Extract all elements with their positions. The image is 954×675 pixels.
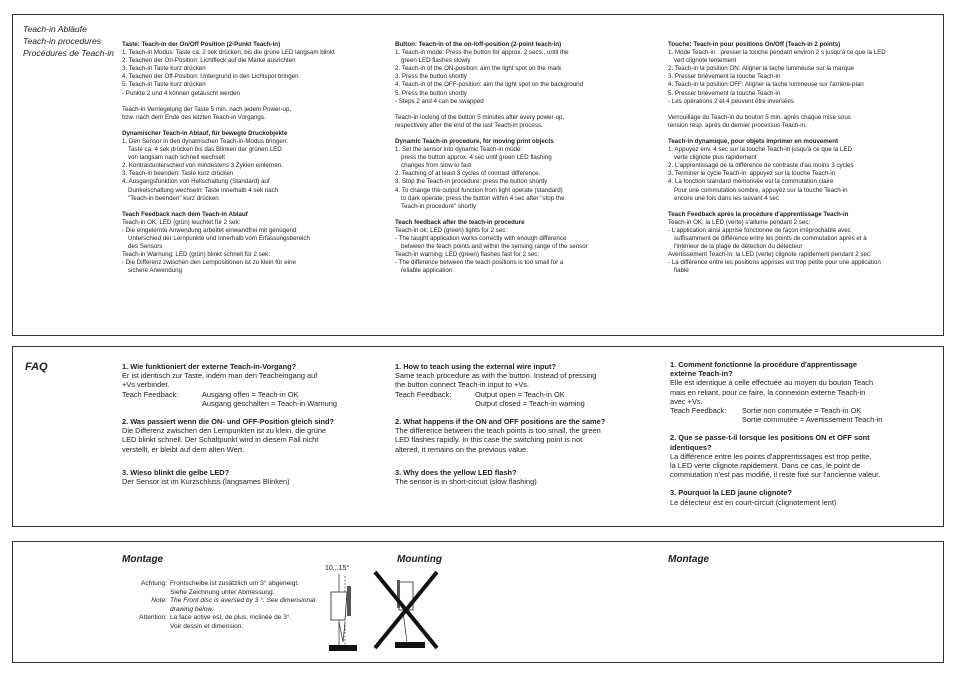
text-line: Teach-in warning; LED (green) flashes fast for 2 sec: bbox=[395, 251, 540, 259]
faq-answer-line: Le détecteur est en court-circuit (clignotement lent) bbox=[670, 497, 837, 507]
section-heading: Touche: Teach-in pour positions On/Off (Teach-in 2 points) bbox=[668, 41, 841, 48]
text-line: press the button approx. 4 sec until green LED flashing bbox=[401, 154, 552, 162]
text-line: 3. Terminer le cycle Teach-in: appuyez sur la touche Teach-in bbox=[668, 170, 836, 178]
spacer bbox=[122, 122, 392, 130]
section-heading: Teach Feedback après la procédure d'apprentissage Teach-in bbox=[668, 210, 849, 218]
faq-answer-line: Der Sensor ist im Kurzschluss (langsames Blinken) bbox=[122, 477, 290, 487]
sensor-front-icon bbox=[347, 586, 351, 616]
text-line: 1. Den Sensor in den dynamischen Teach-in-Modus bringen: bbox=[122, 137, 289, 145]
text-line: encore une fois dans les suivant 4 sec bbox=[674, 194, 779, 202]
text-line: 1. Teach-in Modus: Taste ca. 2 sek drücken, bis die grüne LED langsam blinkt bbox=[122, 49, 335, 57]
mounting-title-en: Mounting bbox=[397, 554, 442, 565]
text-line: - The taught application works correctly with enough difference bbox=[395, 234, 567, 242]
text-line: 4. Teach-in of the OFF-position: aim the light spot on the background bbox=[395, 81, 584, 89]
feedback-value: Output closed = Teach-in warning bbox=[475, 398, 585, 408]
text-line: Teach-in Verriegelung der Taste 5 min. nach jedem Power-up, bbox=[122, 105, 292, 113]
text-line: 1. Teach-in mode: Press the button for approx. 2 secs., until the bbox=[395, 49, 569, 57]
text-line: 1. Mode Teach-in : presser la touche pendant environ 2 s jusqu'à ce que la LED bbox=[668, 49, 886, 57]
section-heading: Taste: Teach-in der On/Off Position (2-Punkt Teach-in) bbox=[122, 41, 281, 48]
spacer bbox=[395, 106, 665, 114]
section-heading: Button: Teach-in of the on-/off-position (2-point teach-in) bbox=[395, 41, 562, 48]
text-line: 2. Teachen der On-Position: Lichtfleck auf die Marke ausrichten bbox=[122, 57, 296, 65]
faq-answer-line: verstellt, er bleibt auf dem alten Wert. bbox=[122, 444, 245, 454]
text-line: Teach-in procedure" shortly bbox=[401, 202, 477, 210]
faq-answer-line: La différence entre les points d'apprentissages est trop petite, bbox=[670, 451, 872, 461]
text-line: von langsam nach schnell wechselt bbox=[128, 154, 225, 162]
spacer bbox=[668, 106, 938, 114]
faq-answer-line: mais en reliant, pour ce faire, la connexion externe Teach-in bbox=[670, 387, 866, 397]
tilt-angle-label: 10...15° bbox=[325, 565, 350, 572]
faq-answer-line: Elle est identique à celle effectuée au moyen du bouton Teach bbox=[670, 378, 874, 388]
text-line: - Die Differenz zwischen den Lernpositionen ist zu klein für eine bbox=[122, 259, 296, 267]
faq-question: 3. Why does the yellow LED flash? bbox=[395, 467, 517, 477]
teach-in-column-en bbox=[395, 41, 665, 275]
text-line: verte clignote plus rapidement bbox=[674, 154, 757, 162]
correct-mounting-diagram bbox=[317, 562, 377, 654]
side-title-fr: Procédures de Teach-in bbox=[23, 48, 114, 58]
spacer bbox=[395, 130, 665, 138]
text-line: Avertissement Teach-in; la LED (verte) clignote rapidement pendant 2 sec: bbox=[668, 251, 872, 259]
text-line: between the teach points and within the sensing range of the sensor bbox=[401, 243, 588, 251]
note-text: Voir dessin et dimension. bbox=[170, 622, 244, 630]
text-line: 2. L'apprentissage de la différence de contraste d'au moins 3 cycles bbox=[668, 162, 854, 170]
text-line: - Die eingelernte Anwendung arbeitet einwandfrei mit genügend bbox=[122, 226, 297, 234]
teach-in-column-fr bbox=[668, 41, 938, 275]
text-line: 4. Ausgangsfunktion von Hellschaltung (Standard) auf bbox=[122, 178, 270, 186]
text-line: to dark operate: press the button within 4 sec after "stop the bbox=[401, 194, 565, 202]
target-surface-icon bbox=[329, 645, 357, 651]
feedback-label: Teach Feedback: bbox=[122, 389, 179, 399]
faq-panel bbox=[12, 346, 944, 527]
spacer bbox=[668, 203, 938, 211]
faq-answer-line: commutation n'est pas modifié, il reste fixé sur l'ancienne valeur. bbox=[670, 470, 881, 480]
note-text: Frontscheibe ist zusätzlich um 3° abgeneigt. bbox=[170, 580, 300, 587]
faq-answer-line: Er ist identisch zur Taste, indem man den Teacheingang auf bbox=[122, 371, 318, 381]
faq-answer-line: +Vs verbindet. bbox=[122, 380, 170, 390]
light-beam-line bbox=[403, 612, 407, 642]
teach-in-panel bbox=[12, 14, 944, 336]
text-line: 3. Teach-in beenden: Taste kurz drücken bbox=[122, 170, 234, 178]
text-line: "Teach-in beenden" kurz drücken bbox=[128, 194, 219, 202]
section-heading: Teach feedback after the teach-in procedure bbox=[395, 218, 525, 226]
faq-title: FAQ bbox=[25, 361, 48, 373]
text-line: l'intérieur de la plage de détection du détecteur bbox=[674, 243, 803, 251]
faq-answer-line: the button connect Teach-in input to +Vs. bbox=[395, 380, 530, 390]
section-heading: Dynamic Teach-in procedure, for moving print objects bbox=[395, 137, 554, 145]
section-heading: Dynamischer Teach-in Ablauf, für bewegte Druckobjekte bbox=[122, 129, 288, 137]
text-line: 2. Teach-in of the ON-position: aim the light spot on the mark bbox=[395, 65, 562, 73]
faq-answer-line: la LED verte clignote rapidement. Dans ce cas, le point de bbox=[670, 461, 861, 471]
feedback-value: Output open = Teach-in OK bbox=[475, 389, 565, 399]
teach-in-column-de bbox=[122, 41, 392, 275]
text-line: green LED flashes slowly bbox=[401, 57, 471, 65]
faq-question: 3. Pourquoi la LED jaune clignote? bbox=[670, 488, 792, 498]
side-title-de: Teach-in Abläufe bbox=[23, 24, 87, 34]
faq-question: 1. Comment fonctionne la procédure d'apprentissage bbox=[670, 360, 857, 369]
text-line: 5. Teach-in Taste kurz drücken bbox=[122, 81, 206, 89]
text-line: 2. Kontrastunterschied von mindestens 3 Zyklen einlernen. bbox=[122, 162, 283, 170]
text-line: Dunkelschaltung wechseln: Taste innerhalb 4 sek nach bbox=[128, 186, 279, 194]
faq-answer-line: LED blinkt schnell. Der Schaltpunkt wird in diesem Fall nicht bbox=[122, 435, 319, 445]
text-line: 1. Set the sensor into dynamic Teach-in mode: bbox=[395, 146, 523, 154]
faq-question: externe Teach-in? bbox=[670, 369, 733, 379]
faq-answer-line: The sensor is in short-circuit (slow flashing) bbox=[395, 477, 537, 487]
faq-question: 2. Was passiert wenn die ON- und OFF-Position gleich sind? bbox=[122, 417, 335, 427]
faq-question: 1. Wie funktioniert der externe Teach-in-Vorgang? bbox=[122, 362, 297, 371]
text-line: - Steps 2 and 4 can be swapped bbox=[395, 97, 484, 105]
mounting-title-de: Montage bbox=[122, 554, 164, 565]
text-line: Teach-in OK; LED (grün) leuchtet für 2 sek: bbox=[122, 218, 241, 226]
faq-answer-line: avec +Vs. bbox=[670, 396, 703, 406]
note-text: The Front disc is aversed by 3 °. See dimensional bbox=[170, 597, 316, 605]
note-label: Note: bbox=[151, 597, 167, 605]
spacer bbox=[395, 211, 665, 219]
sensor-body-icon bbox=[331, 592, 347, 620]
wrong-mounting-diagram bbox=[369, 566, 441, 652]
text-line: vert clignote lentement bbox=[674, 57, 737, 65]
feedback-value: Ausgang offen = Teach-in OK bbox=[202, 389, 299, 399]
section-heading: Teach-in dynamique, pour objets imprimer en mouvement bbox=[668, 137, 839, 145]
text-line: 2. Teach-in la position ON: Aligner la tache lumineuse sur la marque bbox=[668, 65, 854, 73]
text-line: tension resp. après du dernier processus Teach-in. bbox=[668, 121, 807, 129]
faq-column-en bbox=[395, 362, 660, 486]
text-line: 4. Teach-in la position OFF: Aligner la tache lumineuse sur l'arrière-plan bbox=[668, 81, 864, 89]
text-line: 3. Press the button shortly bbox=[395, 73, 467, 81]
faq-answer-line: Die Differenz zwischen den Lernpunkten ist zu klein, die grüne bbox=[122, 426, 327, 436]
text-line: 4. To change the output function from light operate (standard) bbox=[395, 186, 563, 194]
faq-answer-line: Same teach procedure as with the button. Instead of pressing bbox=[395, 371, 597, 381]
mounting-title-fr: Montage bbox=[668, 554, 710, 565]
faq-column-de bbox=[122, 362, 387, 486]
text-line: Teach-in locking of the button 5 minutes after every power-up, bbox=[395, 113, 565, 121]
faq-answer-line: The difference between the teach points is too small, the green bbox=[395, 426, 601, 436]
text-line: 4. Teachen der Off-Position: Untergrund in den Lichtspot bringen bbox=[122, 73, 299, 81]
spacer bbox=[122, 203, 392, 211]
feedback-value: Ausgang geschalten = Teach-in Warnung bbox=[202, 398, 337, 408]
note-text: drawing below. bbox=[170, 605, 214, 613]
feedback-label: Teach Feedback: bbox=[670, 406, 727, 416]
text-line: changes from slow to fast bbox=[401, 162, 472, 170]
faq-column-fr bbox=[670, 360, 935, 507]
faq-question: 2. Que se passe-t-il lorsque les positions ON et OFF sont bbox=[670, 433, 870, 443]
mounting-notes bbox=[129, 580, 315, 632]
text-line: Pour une commutation sombre, appuyez sur la touche Teach-in bbox=[674, 186, 848, 194]
text-line: Teach-in ok; LED (green) lights for 2 sec: bbox=[395, 226, 508, 234]
text-line: Taste ca. 4 sek drücken bis das Blinken der grünen LED bbox=[128, 146, 282, 154]
text-line: - The difference between the teach positions is too small for a bbox=[395, 259, 564, 267]
text-line: 3. Teach-in Taste kurz drücken bbox=[122, 65, 206, 73]
spacer bbox=[122, 98, 392, 106]
text-line: respectively after the end of the last Teach-in process. bbox=[395, 121, 543, 129]
text-line: - L'application ainsi apprise fonctionne de façon irréprochable avec bbox=[668, 226, 851, 234]
faq-question: 3. Wieso blinkt die gelbe LED? bbox=[122, 467, 230, 477]
text-line: 4. La fonction standard mémorisée est la commutation claire bbox=[668, 178, 834, 186]
target-surface-icon bbox=[395, 642, 425, 648]
text-line: - Les opérations 2 et 4 peuvent être inversées bbox=[668, 97, 794, 105]
text-line: 5. Presser brièvement la touche Teach-in bbox=[668, 89, 781, 97]
feedback-value: Sortie commutée = Avertissement Teach-in bbox=[742, 415, 883, 425]
mounting-panel bbox=[12, 541, 944, 663]
note-label: Achtung: bbox=[140, 580, 167, 587]
text-line: fiable bbox=[674, 267, 689, 275]
text-line: 3. Presser brièvement la touche Teach-in bbox=[668, 73, 781, 81]
feedback-label: Teach Feedback: bbox=[395, 389, 452, 399]
text-line: des Sensors bbox=[128, 243, 163, 251]
teach-in-side-titles bbox=[23, 23, 114, 59]
text-line: 3. Stop the Teach-in procedure: press the button shortly bbox=[395, 178, 548, 186]
light-beam-line bbox=[339, 622, 343, 642]
text-line: sichere Anwendung bbox=[128, 267, 183, 275]
faq-question: 1. How to teach using the external wire input? bbox=[395, 362, 556, 371]
note-label: Attention: bbox=[139, 614, 167, 622]
faq-question: identiques? bbox=[670, 442, 712, 452]
text-line: - Punkte 2 und 4 können getauscht werden bbox=[122, 89, 240, 97]
faq-answer-line: altered, it remains on the previous value. bbox=[395, 444, 529, 454]
text-line: reliable application bbox=[401, 267, 453, 275]
feedback-value: Sortie non commutée = Teach-in OK bbox=[742, 406, 862, 416]
note-text: Siehe Zeichnung unter Abmessung. bbox=[170, 588, 275, 596]
note-text: La face active est, de plus, inclinée de 3°. bbox=[170, 614, 292, 622]
side-title-en: Teach-in procedures bbox=[23, 36, 102, 46]
section-heading: Teach Feedback nach dem Teach-in Ablauf bbox=[122, 210, 248, 218]
text-line: Verrouillage du Teach-in du bouton 5 min. après chaque mise sous bbox=[668, 113, 851, 121]
faq-answer-line: LED flashes rapidly. In this case the switching point is not bbox=[395, 435, 583, 445]
text-line: 5. Press the button shortly bbox=[395, 89, 467, 97]
text-line: - La différence entre les positions apprises est trop petite pour une application bbox=[668, 259, 881, 267]
text-line: suffisamment de différence entre les points de commutation après et à bbox=[674, 234, 867, 242]
faq-question: 2. What happens if the ON and OFF positions are the same? bbox=[395, 417, 606, 427]
text-line: bzw. nach dem Ende des letzten Teach-in Vorgangs. bbox=[122, 113, 266, 121]
text-line: 1. Appuyez env. 4 sec sur la touche Teach-in jusqu'à ce que la LED bbox=[668, 146, 852, 154]
spacer bbox=[668, 130, 938, 138]
text-line: 2. Teaching of at least 3 cycles of contrast difference. bbox=[395, 170, 541, 178]
text-line: Teach-in Warnung; LED (grün) blinkt schnell für 2 sek: bbox=[122, 251, 270, 259]
text-line: Unterschied der Lernpunkte und innerhalb vom Erfassungsbereich bbox=[128, 234, 310, 242]
text-line: Teach-in OK; la LED (verte) s'allume pendant 2 sec: bbox=[668, 218, 811, 226]
